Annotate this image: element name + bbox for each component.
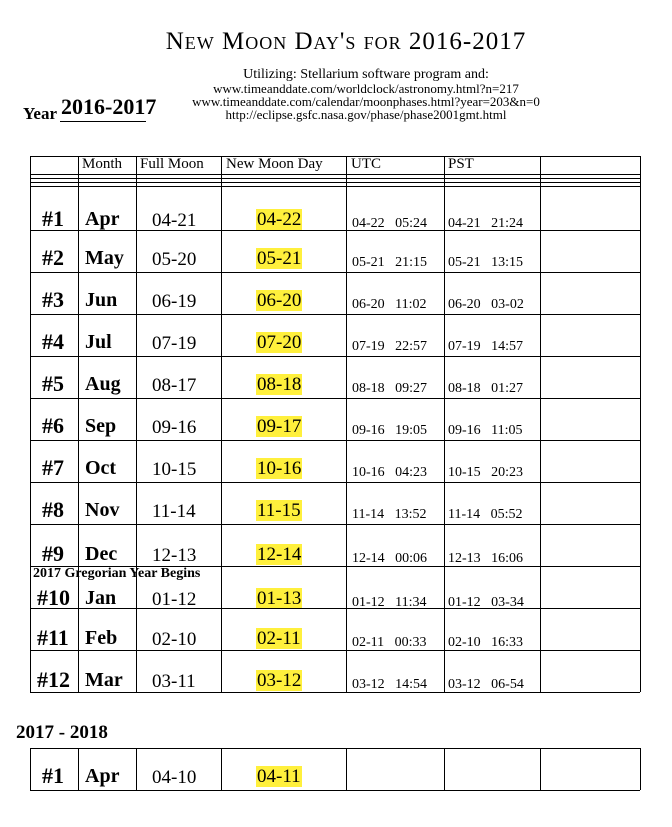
month-name: Jun <box>85 289 118 311</box>
table-column-rule <box>136 748 137 790</box>
moon-number-cell <box>42 455 64 481</box>
year-underline <box>60 121 146 122</box>
utc-time: 02-11 00:33 <box>352 635 427 650</box>
month-name: Nov <box>85 499 120 521</box>
table-top-rule <box>30 156 640 157</box>
moon-number: #10 <box>37 585 70 610</box>
new-moon-date-cell <box>256 249 302 269</box>
table-column-rule <box>540 156 541 692</box>
pst-time: 10-15 20:23 <box>448 465 524 480</box>
new-moon-date-cell <box>256 210 302 230</box>
header-pst: PST <box>448 156 474 172</box>
full-moon-date: 03-11 <box>152 671 196 692</box>
full-moon-date-cell <box>152 375 196 397</box>
moon-number: #1 <box>42 206 64 231</box>
month-name-cell <box>85 247 124 270</box>
moon-number-cell <box>42 287 64 313</box>
full-moon-date: 10-15 <box>152 459 197 480</box>
header-new-moon-day: New Moon Day <box>226 156 323 172</box>
full-moon-date-cell <box>152 210 196 232</box>
utc-time: 10-16 04:23 <box>352 465 428 480</box>
table2-top-rule <box>30 748 640 749</box>
month-name-cell <box>85 765 119 788</box>
source-link-2[interactable]: www.timeanddate.com/calendar/moonphases.html?year=203&n=0 <box>192 94 540 109</box>
source-link-1[interactable]: www.timeanddate.com/worldclock/astronomy.html?n=217 <box>213 81 519 96</box>
table-column-rule <box>444 156 445 692</box>
moon-number-cell <box>42 371 64 397</box>
table-column-rule <box>346 156 347 692</box>
new-moon-date-cell <box>256 375 302 395</box>
month-name: Apr <box>85 765 120 787</box>
full-moon-date: 06-19 <box>152 291 197 312</box>
pst-time-cell <box>448 421 523 439</box>
full-moon-date-cell <box>152 501 196 523</box>
full-moon-date: 02-10 <box>152 629 197 650</box>
full-moon-date: 04-21 <box>152 210 197 231</box>
new-moon-date-cell <box>256 291 302 311</box>
utc-time: 11-14 13:52 <box>352 507 427 522</box>
new-moon-date: 03-12 <box>257 670 302 691</box>
table2-bottom-rule <box>30 790 640 791</box>
full-moon-date: 11-14 <box>152 501 196 522</box>
pst-time: 04-21 21:24 <box>448 216 524 231</box>
table-column-rule <box>78 156 79 692</box>
utc-time: 12-14 00:06 <box>352 551 428 566</box>
utc-time: 03-12 14:54 <box>352 677 428 692</box>
new-moon-date: 01-13 <box>257 588 302 609</box>
moon-number-cell <box>42 497 64 523</box>
year-value: 2016-2017 <box>61 94 157 119</box>
new-moon-date-cell <box>256 629 302 649</box>
pst-time-cell <box>448 379 523 397</box>
row-rule <box>30 440 640 441</box>
new-moon-date: 11-15 <box>257 500 301 521</box>
new-moon-date: 05-21 <box>257 248 302 269</box>
utc-time: 04-22 05:24 <box>352 216 428 231</box>
moon-number-cell <box>42 541 64 567</box>
pst-time: 07-19 14:57 <box>448 339 524 354</box>
utc-time-cell <box>352 421 427 439</box>
new-moon-date-cell <box>256 671 302 691</box>
row-rule <box>30 230 640 231</box>
full-moon-date-cell <box>152 417 196 439</box>
month-name: May <box>85 247 124 269</box>
full-moon-date: 07-19 <box>152 333 197 354</box>
header-full-moon: Full Moon <box>140 156 204 172</box>
utc-time-cell <box>352 337 427 355</box>
new-moon-date: 12-14 <box>257 544 302 565</box>
full-moon-date-cell <box>152 459 196 481</box>
utc-time-cell <box>352 549 427 567</box>
utc-time: 08-18 09:27 <box>352 381 428 396</box>
header-utc: UTC <box>351 156 381 172</box>
month-name-cell <box>85 373 121 396</box>
pst-time-cell <box>448 337 523 355</box>
header-month: Month <box>82 156 123 172</box>
new-moon-date-cell <box>256 501 302 521</box>
pst-time-cell <box>448 675 524 693</box>
pst-time-cell <box>448 295 524 313</box>
month-name-cell <box>85 543 117 566</box>
new-moon-date-cell <box>256 589 302 609</box>
new-moon-date: 04-22 <box>257 209 302 230</box>
moon-number: #12 <box>37 667 70 692</box>
month-name-cell <box>85 331 112 354</box>
table-column-rule <box>640 156 641 692</box>
month-name: Oct <box>85 457 117 479</box>
row-rule <box>30 482 640 483</box>
moon-number-cell <box>37 625 69 651</box>
header-rule-3 <box>30 182 640 183</box>
new-moon-date-cell <box>256 545 302 565</box>
table-column-rule <box>136 156 137 692</box>
moon-number: #2 <box>42 245 64 270</box>
pst-time: 05-21 13:15 <box>448 255 524 270</box>
month-name: Jul <box>85 331 112 353</box>
source-link-3[interactable]: http://eclipse.gsfc.nasa.gov/phase/phase2001gmt.html <box>225 107 507 122</box>
row-rule <box>30 650 640 651</box>
new-moon-date: 10-16 <box>257 458 302 479</box>
full-moon-date-cell <box>152 333 196 355</box>
year-label: Year <box>23 104 57 123</box>
month-name: Dec <box>85 543 118 565</box>
full-moon-date-cell <box>152 767 196 789</box>
section-2018-title: 2017 - 2018 <box>16 722 108 743</box>
new-moon-date-cell <box>256 767 302 787</box>
moon-number: #1 <box>42 763 64 788</box>
header-bottom-rule <box>30 174 640 175</box>
table-column-rule <box>346 748 347 790</box>
table-column-rule <box>30 156 31 692</box>
sources-intro: Utilizing: Stellarium software program and: <box>243 67 489 82</box>
moon-number: #6 <box>42 413 64 438</box>
moon-number-cell <box>42 206 64 232</box>
month-name-cell <box>85 587 116 610</box>
row-rule <box>30 524 640 525</box>
utc-time: 06-20 11:02 <box>352 297 427 312</box>
row-rule <box>30 692 640 693</box>
new-moon-date: 02-11 <box>257 628 301 649</box>
moon-number-cell <box>37 667 70 693</box>
full-moon-date: 09-16 <box>152 417 197 438</box>
table-column-rule <box>640 748 641 790</box>
gregorian-note: 2017 Gregorian Year Begins <box>33 566 201 581</box>
month-name: Jan <box>85 587 117 609</box>
moon-number: #11 <box>37 625 69 650</box>
table-column-rule <box>221 156 222 692</box>
utc-time-cell <box>352 253 427 271</box>
pst-time-cell <box>448 505 523 523</box>
month-name-cell <box>85 208 119 231</box>
full-moon-date: 04-10 <box>152 767 197 788</box>
utc-time: 07-19 22:57 <box>352 339 428 354</box>
header-rule-2 <box>30 178 640 179</box>
row-rule <box>30 272 640 273</box>
moon-number: #8 <box>42 497 64 522</box>
full-moon-date: 08-17 <box>152 375 197 396</box>
full-moon-date: 05-20 <box>152 249 197 270</box>
pst-time: 12-13 16:06 <box>448 551 524 566</box>
full-moon-date: 12-13 <box>152 545 197 566</box>
row-rule <box>30 398 640 399</box>
table-column-rule <box>78 748 79 790</box>
utc-time: 05-21 21:15 <box>352 255 428 270</box>
utc-time-cell <box>352 675 427 693</box>
utc-time: 01-12 11:34 <box>352 595 427 610</box>
pst-time-cell <box>448 253 523 271</box>
moon-number: #3 <box>42 287 64 312</box>
month-name: Aug <box>85 373 121 395</box>
pst-time: 08-18 01:27 <box>448 381 524 396</box>
pst-time: 02-10 16:33 <box>448 635 524 650</box>
month-name-cell <box>85 457 116 480</box>
table-column-rule <box>30 748 31 790</box>
moon-number-cell <box>42 245 64 271</box>
month-name: Sep <box>85 415 117 437</box>
pst-time: 11-14 05:52 <box>448 507 523 522</box>
month-name-cell <box>85 499 119 522</box>
moon-number: #7 <box>42 455 64 480</box>
moon-number: #9 <box>42 541 64 566</box>
utc-time: 09-16 19:05 <box>352 423 428 438</box>
full-moon-date-cell <box>152 671 196 693</box>
full-moon-date-cell <box>152 629 196 651</box>
moon-number-cell <box>42 763 64 789</box>
table-column-rule <box>444 748 445 790</box>
new-moon-date: 07-20 <box>257 332 302 353</box>
moon-number: #4 <box>42 329 64 354</box>
pst-time-cell <box>448 549 523 567</box>
pst-time: 01-12 03-34 <box>448 595 524 610</box>
new-moon-date: 09-17 <box>257 416 302 437</box>
new-moon-date-cell <box>256 333 302 353</box>
full-moon-date-cell <box>152 249 196 271</box>
page-title: New Moon Day's for 2016-2017 <box>165 28 527 55</box>
row-rule <box>30 314 640 315</box>
month-name-cell <box>85 289 117 312</box>
full-moon-date-cell <box>152 291 196 313</box>
row-rule <box>30 566 640 567</box>
utc-time-cell <box>352 505 427 523</box>
full-moon-date-cell <box>152 545 196 567</box>
new-moon-date: 06-20 <box>257 290 302 311</box>
month-name: Mar <box>85 669 123 691</box>
moon-number-cell <box>42 413 64 439</box>
table-column-rule <box>540 748 541 790</box>
full-moon-date: 01-12 <box>152 589 197 610</box>
month-name-cell <box>85 415 116 438</box>
row-rule <box>30 608 640 609</box>
month-name: Feb <box>85 627 118 649</box>
pst-time: 06-20 03-02 <box>448 297 524 312</box>
utc-time-cell <box>352 379 427 397</box>
month-name-cell <box>85 669 123 692</box>
utc-time-cell <box>352 633 427 651</box>
pst-time-cell <box>448 633 523 651</box>
utc-time-cell <box>352 295 427 313</box>
new-moon-date-cell <box>256 417 302 437</box>
month-name-cell <box>85 627 117 650</box>
row-rule <box>30 356 640 357</box>
utc-time-cell <box>352 463 427 481</box>
new-moon-date-cell <box>256 459 302 479</box>
pst-time: 09-16 11:05 <box>448 423 523 438</box>
header-rule-4 <box>30 186 640 187</box>
new-moon-date: 08-18 <box>257 374 302 395</box>
new-moon-date: 04-11 <box>257 766 301 787</box>
table-column-rule <box>221 748 222 790</box>
month-name: Apr <box>85 208 120 230</box>
moon-number-cell <box>42 329 64 355</box>
pst-time-cell <box>448 463 523 481</box>
pst-time: 03-12 06-54 <box>448 677 524 692</box>
moon-number: #5 <box>42 371 64 396</box>
